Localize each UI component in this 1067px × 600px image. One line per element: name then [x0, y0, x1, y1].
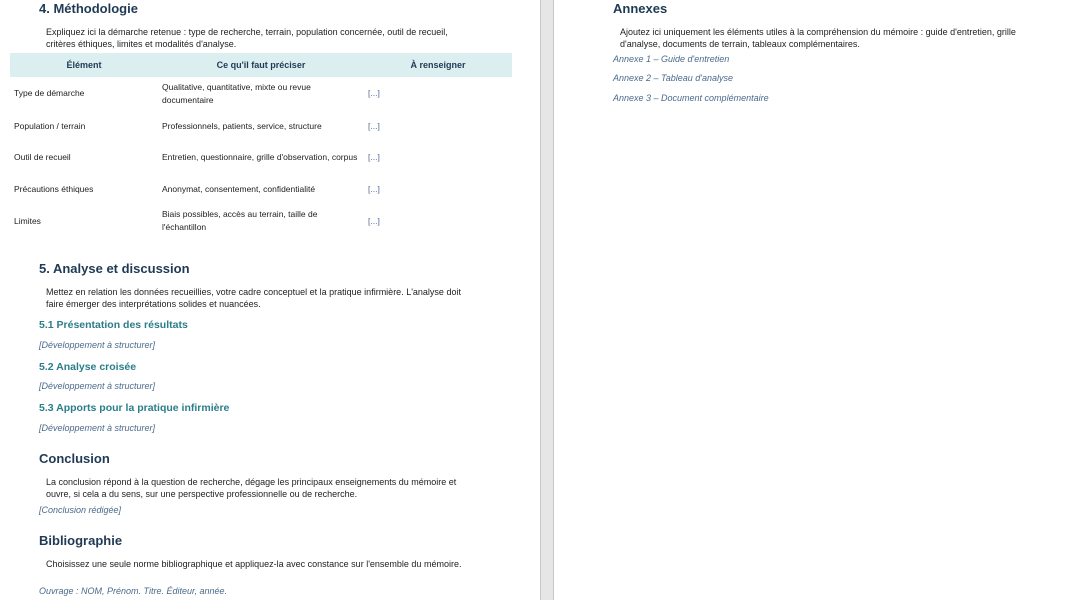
table-row: [10, 77, 512, 110]
table-cell: Anonymat, consentement, confidentialité: [162, 183, 316, 194]
subsection-title-results: 5.1 Présentation des résultats: [39, 319, 188, 331]
bibliography-text: Choisissez une seule norme bibliographique et appliquez-la avec constance sur l'ensemble du mémoire.: [46, 559, 462, 569]
page-gutter: [540, 0, 554, 600]
bibliography-example[interactable]: Ouvrage : NOM, Prénom. Titre. Éditeur, année.: [39, 586, 228, 596]
table-cell: Précautions éthiques: [14, 183, 94, 194]
table-row: [10, 110, 512, 142]
analysis-heading: 5. Analyse et discussion: [39, 261, 190, 276]
table-header-details: Ce qu'il faut préciser: [158, 53, 364, 77]
table-cell: Type de démarche: [14, 88, 85, 98]
placeholder-cross-analysis[interactable]: [Développement à structurer]: [39, 381, 156, 391]
table-row: [10, 205, 512, 237]
conclusion-heading: Conclusion: [39, 451, 110, 466]
annex-item-3[interactable]: Annexe 3 – Document complémentaire: [613, 93, 769, 103]
subsection-title-practice: 5.3 Apports pour la pratique infirmière: [39, 402, 230, 414]
table-cell-fill[interactable]: [...]: [368, 152, 380, 162]
table-cell-fill[interactable]: [...]: [368, 120, 380, 131]
conclusion-placeholder[interactable]: [Conclusion rédigée]: [39, 505, 122, 515]
subsection-title-cross-analysis: 5.2 Analyse croisée: [39, 361, 137, 373]
placeholder-results[interactable]: [Développement à structurer]: [39, 340, 156, 350]
table-cell-fill[interactable]: [...]: [368, 88, 380, 98]
placeholder-practice[interactable]: [Développement à structurer]: [39, 423, 156, 433]
annexes-heading: Annexes: [613, 1, 668, 16]
table-row: [10, 173, 512, 205]
table-cell: Professionnels, patients, service, structure: [162, 120, 322, 131]
table-cell: Entretien, questionnaire, grille d'observation, corpus: [162, 152, 358, 162]
conclusion-text: La conclusion répond à la question de recherche, dégage les principaux enseignements du mémoire et ouvre, si cela a du sens, sur une perspective professionnelle ou de recherche.: [46, 477, 457, 499]
methodology-heading: 4. Méthodologie: [39, 1, 138, 16]
table-cell: Outil de recueil: [14, 152, 71, 162]
methodology-table: [10, 53, 512, 237]
table-cell: Population / terrain: [14, 120, 86, 131]
table-cell-fill[interactable]: [...]: [368, 215, 380, 226]
table-cell: Limites: [14, 215, 41, 226]
analysis-intro: Mettez en relation les données recueillies, votre cadre conceptuel et la pratique infirmière. L'analyse doit faire émerger des interprétations solides et nuancées.: [46, 287, 461, 309]
table-row: [10, 142, 512, 173]
document-page-right: [554, 0, 1067, 600]
table-header-to-fill: À renseigner: [364, 53, 512, 77]
table-header-row: [10, 53, 512, 77]
annex-item-2[interactable]: Annexe 2 – Tableau d'analyse: [613, 73, 733, 83]
table-header-element: Élément: [10, 53, 158, 77]
table-cell: Biais possibles, accès au terrain, taille de l'échantillon: [162, 209, 318, 232]
methodology-intro: Expliquez ici la démarche retenue : type de recherche, terrain, population concernée, outil de recueil, critères éthiques, limites et modalités d'analyse.: [46, 27, 448, 49]
bibliography-heading: Bibliographie: [39, 533, 123, 548]
table-cell: Qualitative, quantitative, mixte ou revue documentaire: [162, 81, 311, 105]
annex-item-1[interactable]: Annexe 1 – Guide d'entretien: [613, 54, 730, 64]
table-cell-fill[interactable]: [...]: [368, 183, 380, 194]
annexes-text: Ajoutez ici uniquement les éléments utiles à la compréhension du mémoire : guide d'entretien, grille d'analyse, documents de terrain, tableaux complémentaires.: [620, 27, 1016, 49]
